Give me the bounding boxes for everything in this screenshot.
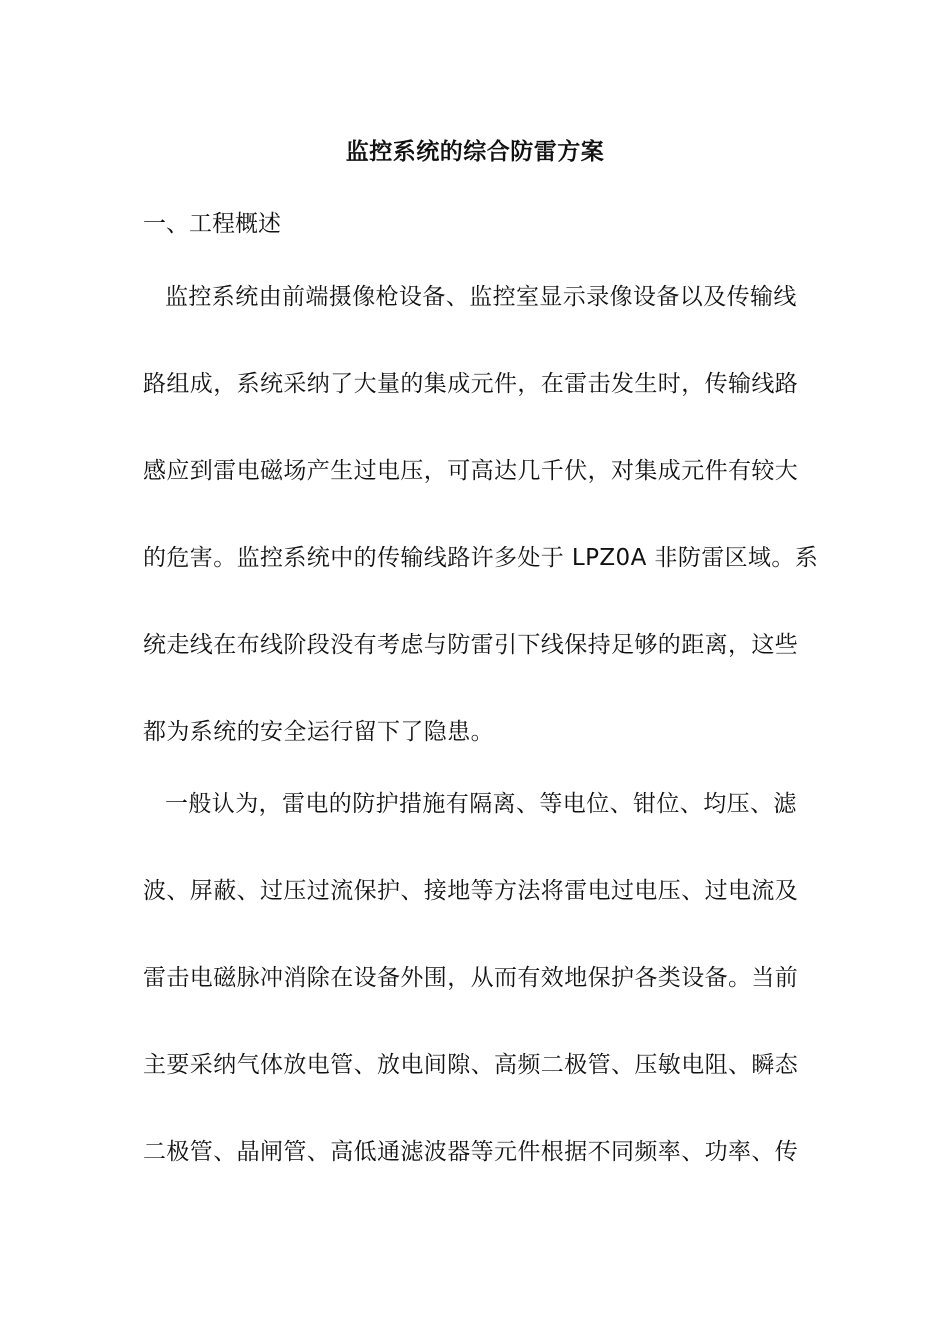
paragraph-line: 雷击电磁脉冲消除在设备外围，从而有效地保护各类设备。当前 <box>143 965 799 991</box>
paragraph-line: 统走线在布线阶段没有考虑与防雷引下线保持足够的距离，这些 <box>143 632 799 658</box>
paragraph-line: 二极管、晶闸管、高低通滤波器等元件根据不同频率、功率、传 <box>143 1139 799 1165</box>
paragraph-line: 感应到雷电磁场产生过电压，可高达几千伏，对集成元件有较大 <box>143 458 799 484</box>
paragraph-line: 都为系统的安全运行留下了隐患。 <box>143 719 494 745</box>
section-heading: 一、工程概述 <box>143 211 281 237</box>
paragraph-line: 主要采纳气体放电管、放电间隙、高频二极管、压敏电阻、瞬态 <box>143 1052 799 1078</box>
paragraph-line: 波、屏蔽、过压过流保护、接地等方法将雷电过电压、过电流及 <box>143 878 799 904</box>
paragraph-line: 一般认为，雷电的防护措施有隔离、等电位、钳位、均压、滤 <box>165 791 797 817</box>
paragraph-line: 监控系统由前端摄像枪设备、监控室显示录像设备以及传输线 <box>165 284 797 310</box>
paragraph-line: 的危害。监控系统中的传输线路许多处于 LPZ0A 非防雷区域。系 <box>143 545 819 571</box>
document-title: 监控系统的综合防雷方案 <box>345 139 605 165</box>
paragraph-line: 路组成，系统采纳了大量的集成元件，在雷击发生时，传输线路 <box>143 371 799 397</box>
